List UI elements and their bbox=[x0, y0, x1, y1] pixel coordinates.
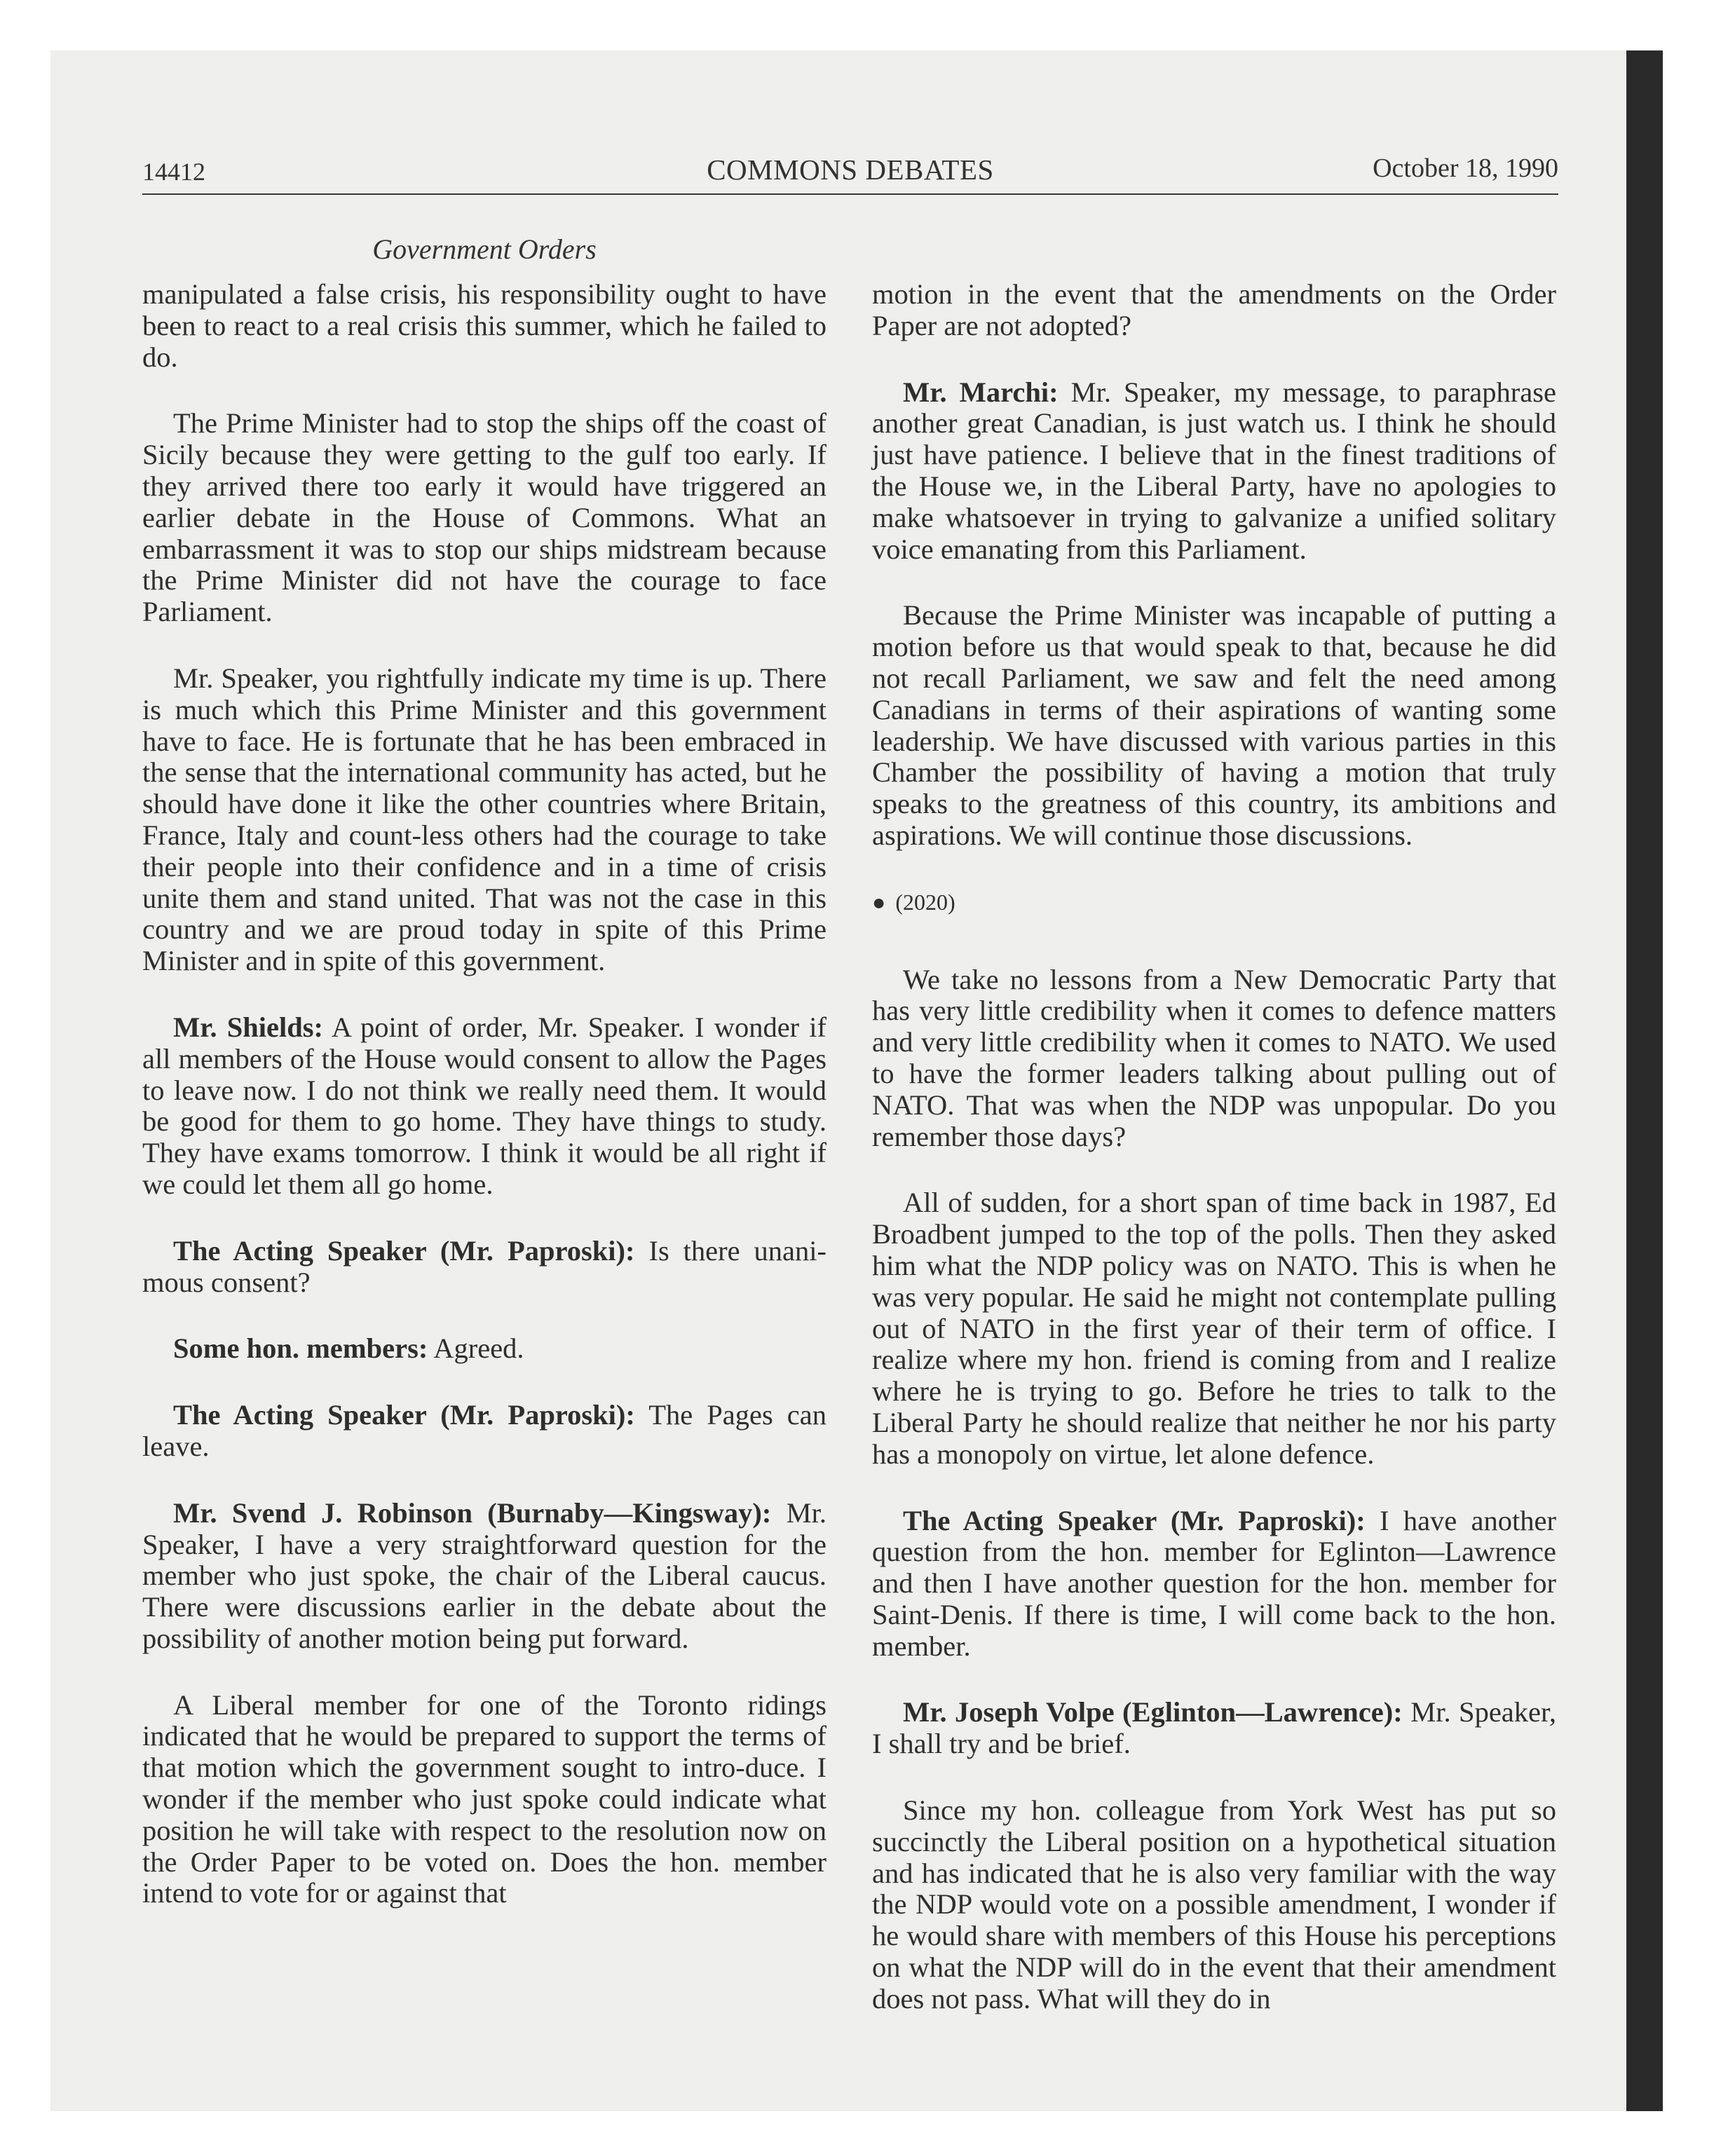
publication-date: October 18, 1990 bbox=[1373, 153, 1558, 183]
page-number: 14412 bbox=[142, 158, 205, 186]
paragraph bbox=[142, 408, 826, 628]
paragraph-text: Agreed. bbox=[433, 1332, 524, 1365]
header-rule bbox=[142, 193, 1558, 195]
right-column bbox=[872, 279, 1556, 2050]
paragraph bbox=[142, 1498, 826, 1655]
paragraph-text: Mr. Speaker, I have a very straightforward question for the member who just spoke, the chair of the Liberal caucus. There were discussions earlier in the debate about the possibility of another motion being put forward. bbox=[142, 1496, 826, 1654]
paragraph bbox=[872, 279, 1556, 342]
paragraph bbox=[142, 1333, 826, 1365]
section-heading: Government Orders bbox=[372, 233, 597, 265]
paragraph bbox=[872, 1506, 1556, 1663]
paragraph-text: A Liberal member for one of the Toronto ridings indicated that he would be prepared to support the terms of that motion which the government sought to intro-duce. I wonder if the member who just spoke could indicate what position he will take with respect to the resolution now on the Order Paper to be voted on. Does the hon. member intend to vote for or against that bbox=[142, 1688, 826, 1909]
paragraph-text: A point of order, Mr. Speaker. I wonder if all members of the House would consent to allow the Pages to leave now. I do not think we really need them. It would be good for them to go home. They have things to study. They have exams tomorrow. I think it would be all right if we could let them all go home. bbox=[142, 1011, 826, 1200]
speaker-name: The Acting Speaker (Mr. Paproski): bbox=[173, 1234, 635, 1267]
speaker-name: The Acting Speaker (Mr. Paproski): bbox=[903, 1504, 1366, 1536]
right-column-bottom bbox=[872, 964, 1556, 2015]
speaker-name: Some hon. members: bbox=[173, 1332, 428, 1365]
speaker-name: Mr. Marchi: bbox=[903, 376, 1059, 408]
speaker-name: Mr. Shields: bbox=[173, 1011, 324, 1043]
paragraph bbox=[872, 600, 1556, 851]
paragraph bbox=[142, 1012, 826, 1201]
right-column-top bbox=[872, 279, 1556, 852]
paragraph bbox=[872, 1187, 1556, 1470]
paragraph-text: Is there unani-mous consent? bbox=[142, 1234, 827, 1298]
paragraph-text: manipulated a false crisis, his responsibility ought to have been to react to a real crisis this summer, which he failed to do. bbox=[142, 278, 826, 373]
bullet-icon: ● bbox=[872, 889, 886, 915]
paragraph-text: We take no lessons from a New Democratic Party that has very little credibility when it comes to defence matters and very little credibility when it comes to NATO. We used to have the former leaders talking about pulling out of NATO. That was when the NDP was unpopular. Do you remember those days? bbox=[872, 963, 1556, 1152]
time-marker bbox=[872, 887, 1556, 918]
paragraph-text: Mr. Speaker, you rightfully indicate my time is up. There is much which this Prime Minister and this government have to face. He is fortunate that he has been embraced in the sense that the international community has acted, but he should have done it like the other countries where Britain, France, Italy and count-less others had the courage to take their people into their confidence and in a time of crisis unite them and stand united. That was not the case in this country and we are proud today in spite of this Prime Minister and in spite of this government. bbox=[142, 662, 826, 977]
paragraph-text: The Prime Minister had to stop the ships off the coast of Sicily because they were getting to the gulf too early. If they arrived there too early it would have triggered an earlier debate in the House of Commons. What an embarrassment it was to stop our ships midstream because the Prime Minister did not have the courage to face Parliament. bbox=[142, 407, 826, 628]
paragraph-text: The Pages can leave. bbox=[142, 1399, 826, 1462]
paragraph bbox=[142, 663, 826, 977]
paragraph bbox=[142, 279, 826, 373]
paragraph-text: All of sudden, for a short span of time back in 1987, Ed Broadbent jumped to the top of the polls. Then they asked him what the NDP policy was on NATO. This is when he was very popular. He said he might not contemplate pulling out of NATO in the first year of their term of office. I realize where my hon. friend is coming from and I realize where he is trying to go. Before he tries to talk to the Liberal Party he should realize that neither he nor his party has a monopoly on virtue, let alone defence. bbox=[872, 1187, 1556, 1470]
paragraph bbox=[872, 1697, 1556, 1760]
paragraph bbox=[872, 1795, 1556, 2015]
paragraph-text: Mr. Speaker, I shall try and be brief. bbox=[872, 1696, 1556, 1760]
paragraph-text: Since my hon. colleague from York West has put so succinctly the Liberal position on a hypothetical situation and has indicated that he is also very familiar with the way the NDP would vote on a possible amendment, I wonder if he would share with members of this House his perceptions on what the NDP will do in the event that their amendment does not pass. What will they do in bbox=[872, 1794, 1556, 2014]
paragraph-text: motion in the event that the amendments on the Order Paper are not adopted? bbox=[872, 278, 1556, 341]
paragraph-text: Because the Prime Minister was incapable of putting a motion before us that would speak to that, because he did not recall Parliament, we saw and felt the need among Canadians in terms of their aspirations of wanting some leadership. We have discussed with various parties in this Chamber the possibility of having a motion that truly speaks to the greatness of this country, its ambitions and aspirations. We will continue those discussions. bbox=[872, 599, 1556, 851]
paragraph bbox=[142, 1236, 826, 1299]
page-header bbox=[142, 153, 1558, 195]
paragraph-text: Mr. Speaker, my message, to paraphrase another great Canadian, is just watch us. I think he should just have patience. I believe that in the finest traditions of the House we, in the Liberal Party, have no apologies to make whatsoever in trying to galvanize a unified solitary voice emanating from this Parliament. bbox=[872, 376, 1556, 565]
speaker-name: The Acting Speaker (Mr. Paproski): bbox=[173, 1399, 635, 1431]
paragraph bbox=[872, 377, 1556, 566]
scan-edge-shadow bbox=[1626, 50, 1663, 2111]
time-marker-text: (2020) bbox=[895, 889, 955, 915]
paragraph bbox=[142, 1690, 826, 1910]
left-column bbox=[142, 279, 826, 1944]
speaker-name: Mr. Svend J. Robinson (Burnaby—Kingsway): bbox=[173, 1496, 772, 1529]
publication-title: COMMONS DEBATES bbox=[707, 153, 994, 186]
paragraph bbox=[142, 1400, 826, 1463]
paragraph bbox=[872, 964, 1556, 1153]
paragraph-text: I have another question from the hon. member for Eglinton—Lawrence and then I have another question for the hon. member for Saint-Denis. If there is time, I will come back to the hon. member. bbox=[872, 1504, 1556, 1662]
speaker-name: Mr. Joseph Volpe (Eglinton—Lawrence): bbox=[903, 1696, 1403, 1728]
